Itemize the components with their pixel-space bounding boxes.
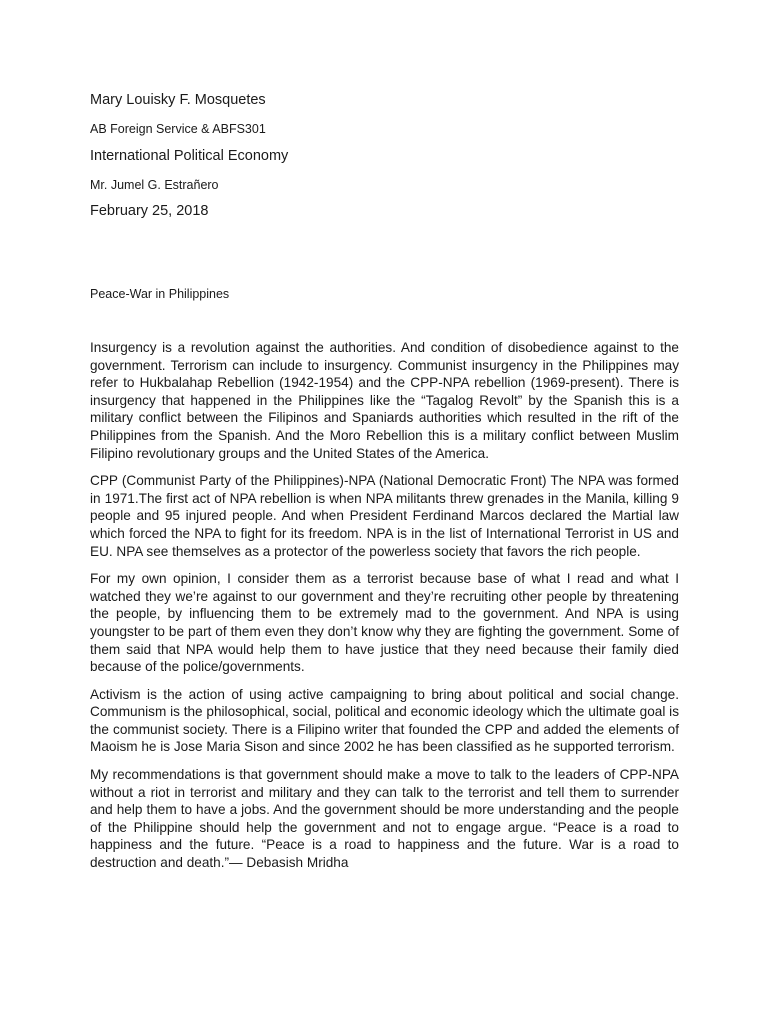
date-line: February 25, 2018 [90,203,209,219]
paragraph: Activism is the action of using active campaigning to bring about political and social change. Communism is the philosophical, social, political and economic ideology which the ultimate goal is the communist society. There is a Filipino writer that founded the CPP and added the elements of Maoism he is Jose Maria Sison and since 2002 he has been classified as he supported terrorism. [90,686,679,755]
instructor-line: Mr. Jumel G. Estrañero [90,178,219,192]
paragraph: CPP (Communist Party of the Philippines)-NPA (National Democratic Front) The NPA was formed in 1971.The first act of NPA rebellion is when NPA militants threw grenades in the Manila, killing 9 people and 95 injured people. And when President Ferdinand Marcos declared the Martial law which forced the NPA to fight for its freedom. NPA is in the list of International Terrorist in US and EU. NPA see themselves as a protector of the powerless society that favors the rich people. [90,473,679,559]
essay-body [90,339,679,882]
program-line: AB Foreign Service & ABFS301 [90,122,266,136]
paragraph: For my own opinion, I consider them as a terrorist because base of what I read and what I watched they we’re against to our government and they’re recruiting other people by threatening the people, by influencing them to be extremely mad to the government. And NPA is using youngster to be part of them even they don’t know why they are fighting the government. Some of them said that NPA would help them to have justice that they need because their family died because of the police/governments. [90,571,679,675]
paragraph: Insurgency is a revolution against the authorities. And condition of disobedience against to the government. Terrorism can include to insurgency. Communist insurgency in the Philippines may refer to Hukbalahap Rebellion (1942-1954) and the CPP-NPA rebellion (1969-present). There is insurgency that happened in the Philippines like the “Tagalog Revolt” by the Spanish this is a military conflict between the Filipinos and Spaniards authorities which resulted in the rift of the Philippines from the Spanish. And the Moro Rebellion this is a military conflict between Muslim Filipino revolutionary groups and the United States of the America. [90,340,679,461]
paragraph: My recommendations is that government should make a move to talk to the leaders of CPP-NPA without a riot in terrorist and military and they can talk to the terrorist and tell them to surrender and help them to have a jobs. And the government should be more understanding and the people of the Philippine should help the government and not to engage argue. “Peace is a road to happiness and the future. “Peace is a road to happiness and the future. War is a road to destruction and death.”— Debasish Mridha [90,767,679,871]
author-name: Mary Louisky F. Mosquetes [90,92,266,108]
course-line: International Political Economy [90,148,289,164]
essay-title: Peace-War in Philippines [90,287,230,301]
